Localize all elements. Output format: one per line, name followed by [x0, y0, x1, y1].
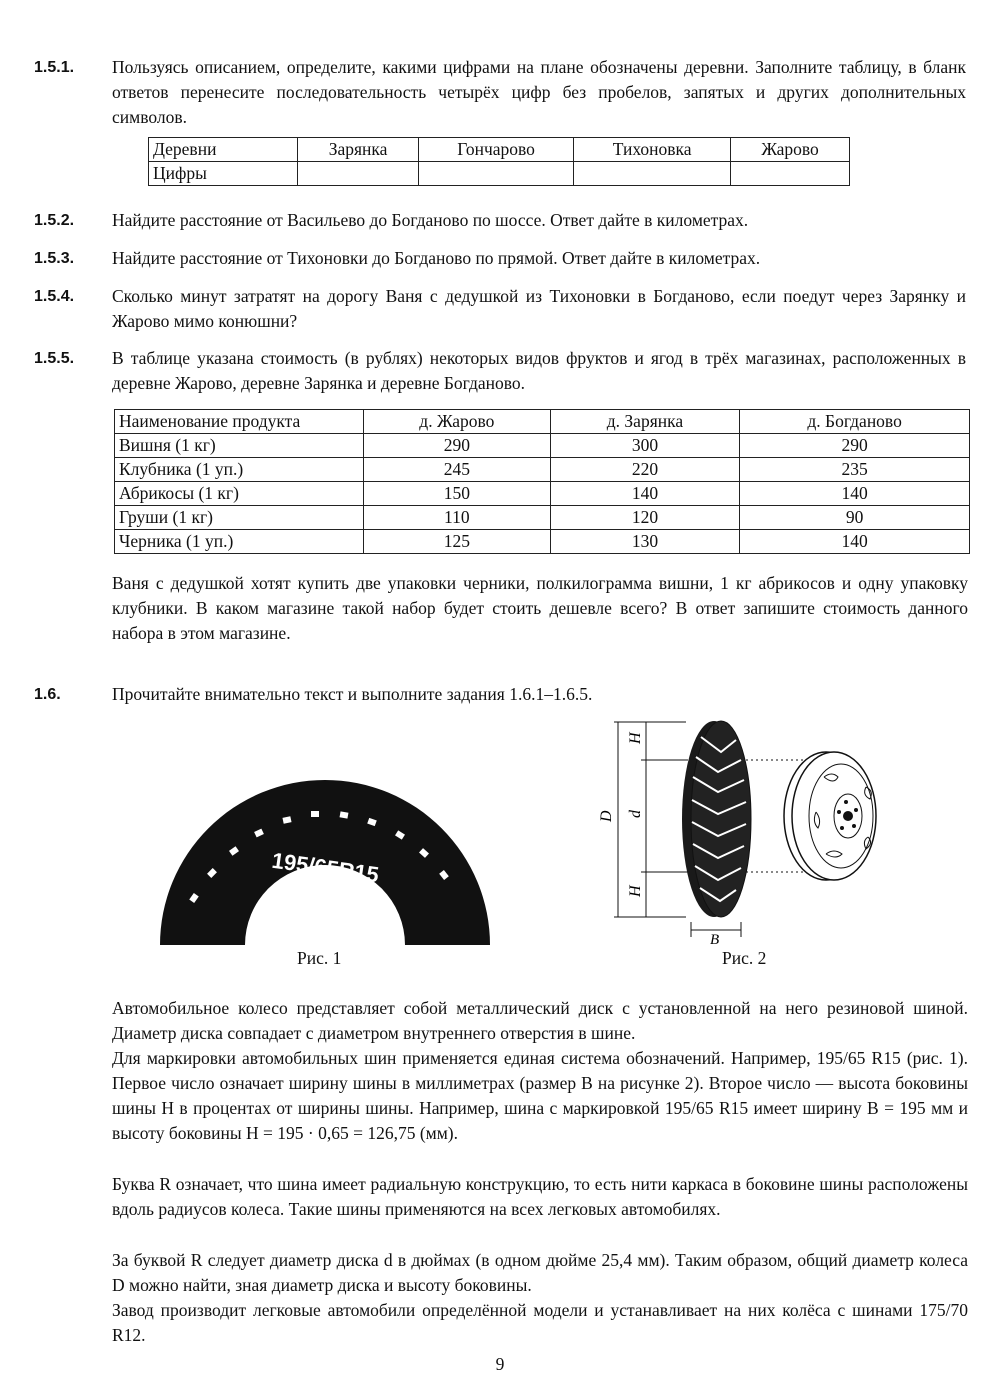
- task-number: 1.5.3.: [34, 250, 75, 267]
- page-number: 9: [495, 1354, 505, 1374]
- table-cell: Клубника (1 уп.): [115, 458, 364, 482]
- label-H-bottom: H: [627, 885, 644, 897]
- task-number: 1.5.5.: [34, 350, 75, 367]
- task-1-5-1: [34, 55, 966, 130]
- table-cell: 140: [740, 482, 970, 506]
- table-header-cell: Наименование продукта: [115, 410, 364, 434]
- table-cell: 150: [364, 482, 551, 506]
- label-D: D: [598, 810, 615, 822]
- label-d: d: [627, 810, 644, 818]
- table-row: [115, 434, 970, 458]
- answer-cell[interactable]: [731, 162, 850, 186]
- table-cell: 290: [740, 434, 970, 458]
- table-cell: Груши (1 кг): [115, 506, 364, 530]
- table-header-row: [115, 410, 970, 434]
- table-cell: Абрикосы (1 кг): [115, 482, 364, 506]
- task-1-5-5-question: Ваня с дедушкой хотят купить две упаковки черники, полкилограмма вишни, 1 кг абрикосов и одну упаковку клубники. В каком магазине такой набор будет стоить дешевле всего? В ответ запишите стоимость данного набора в этом магазине.: [112, 573, 968, 643]
- table-cell: 300: [550, 434, 740, 458]
- table-cell: Цифры: [149, 162, 298, 186]
- answer-cell[interactable]: [419, 162, 574, 186]
- body-paragraph: Буква R означает, что шина имеет радиальную конструкцию, то есть нити каркаса в боковине шины расположены вдоль радиусов колеса. Такие шины применяются на всех легковых автомобилях.: [112, 1174, 968, 1219]
- table-cell: 235: [740, 458, 970, 482]
- table-row: [149, 138, 850, 162]
- task-text: Пользуясь описанием, определите, какими цифрами на плане обозначены деревни. Заполните таблицу, в бланк ответов перенесите последовательность четырёх цифр без пробелов, запятых и других дополнительных символов.: [112, 57, 966, 127]
- table-row: [115, 482, 970, 506]
- task-number: 1.6.: [34, 686, 61, 703]
- table-cell: 130: [550, 530, 740, 554]
- answer-cell[interactable]: [298, 162, 419, 186]
- task-1-6: [34, 682, 966, 707]
- table-cell: 220: [550, 458, 740, 482]
- task-number: 1.5.1.: [34, 59, 75, 76]
- table-row: [115, 458, 970, 482]
- figure-1-caption: Рис. 1: [297, 948, 342, 968]
- table-cell: 120: [550, 506, 740, 530]
- table-row: [149, 162, 850, 186]
- table-header-cell: д. Зарянка: [550, 410, 740, 434]
- table-cell: Жарово: [731, 138, 850, 162]
- label-H-top: H: [627, 732, 644, 744]
- body-paragraph: Завод производит легковые автомобили определённой модели и устанавливает на них колёса с шинами 175/70 R12.: [112, 1300, 968, 1345]
- body-paragraph: Автомобильное колесо представляет собой металлический диск с установленной на него резиновой шиной. Диаметр диска совпадает с диаметром внутреннего отверстия в шине.: [112, 998, 968, 1043]
- table-cell: 140: [550, 482, 740, 506]
- table-cell: Гончарово: [419, 138, 574, 162]
- label-B: B: [710, 932, 720, 947]
- table-header-cell: д. Богданово: [740, 410, 970, 434]
- task-text: Сколько минут затратят на дорогу Ваня с дедушкой из Тихоновки в Богданово, если поедут через Зарянку и Жарово мимо конюшни?: [112, 286, 966, 331]
- task-1-5-3: [34, 246, 966, 271]
- figure-2-caption: Рис. 2: [722, 948, 767, 968]
- table-cell: 110: [364, 506, 551, 530]
- table-cell: Зарянка: [298, 138, 419, 162]
- prices-table: [114, 409, 970, 554]
- task-text: Найдите расстояние от Васильево до Богданово по шоссе. Ответ дайте в километрах.: [112, 210, 749, 230]
- table-cell: 290: [364, 434, 551, 458]
- table-cell: 140: [740, 530, 970, 554]
- answer-cell[interactable]: [574, 162, 731, 186]
- table-cell: 245: [364, 458, 551, 482]
- task-1-5-4: [34, 284, 966, 334]
- table-cell: Вишня (1 кг): [115, 434, 364, 458]
- tire-marking-text: 195/65R15: [270, 847, 381, 888]
- task-1-5-5: [34, 346, 966, 396]
- villages-table: [148, 137, 850, 186]
- task-number: 1.5.2.: [34, 212, 75, 229]
- table-cell: Деревни: [149, 138, 298, 162]
- body-paragraph: Для маркировки автомобильных шин применяется единая система обозначений. Например, 195/65 R15 (рис. 1). Первое число означает ширину шины в миллиметрах (размер B на рисунке 2). Второе число — высота боковины шины H в процентах от ширины шины. Например, шина с маркировкой 195/65 R15 имеет ширину B = 195 мм и высоту боковины H = 195 · 0,65 = 126,75 (мм).: [112, 1048, 968, 1143]
- table-header-cell: д. Жарово: [364, 410, 551, 434]
- figure-2-tire-diagram: [596, 712, 996, 947]
- task-text: Прочитайте внимательно текст и выполните задания 1.6.1–1.6.5.: [112, 684, 593, 704]
- table-row: [115, 506, 970, 530]
- task-1-5-2: [34, 208, 966, 233]
- task-text: В таблице указана стоимость (в рублях) некоторых видов фруктов и ягод в трёх магазинах, расположенных в деревне Жарово, деревне Зарянка и деревне Богданово.: [112, 348, 966, 393]
- table-row: [115, 530, 970, 554]
- task-number: 1.5.4.: [34, 288, 75, 305]
- figure-1-tire-arc: [150, 780, 500, 950]
- table-cell: Черника (1 уп.): [115, 530, 364, 554]
- table-cell: Тихоновка: [574, 138, 731, 162]
- task-text: Найдите расстояние от Тихоновки до Богданово по прямой. Ответ дайте в километрах.: [112, 248, 761, 268]
- table-cell: 90: [740, 506, 970, 530]
- body-paragraph: За буквой R следует диаметр диска d в дюймах (в одном дюйме 25,4 мм). Таким образом, общий диаметр колеса D можно найти, зная диаметр диска и высоту боковины.: [112, 1250, 968, 1295]
- table-cell: 125: [364, 530, 551, 554]
